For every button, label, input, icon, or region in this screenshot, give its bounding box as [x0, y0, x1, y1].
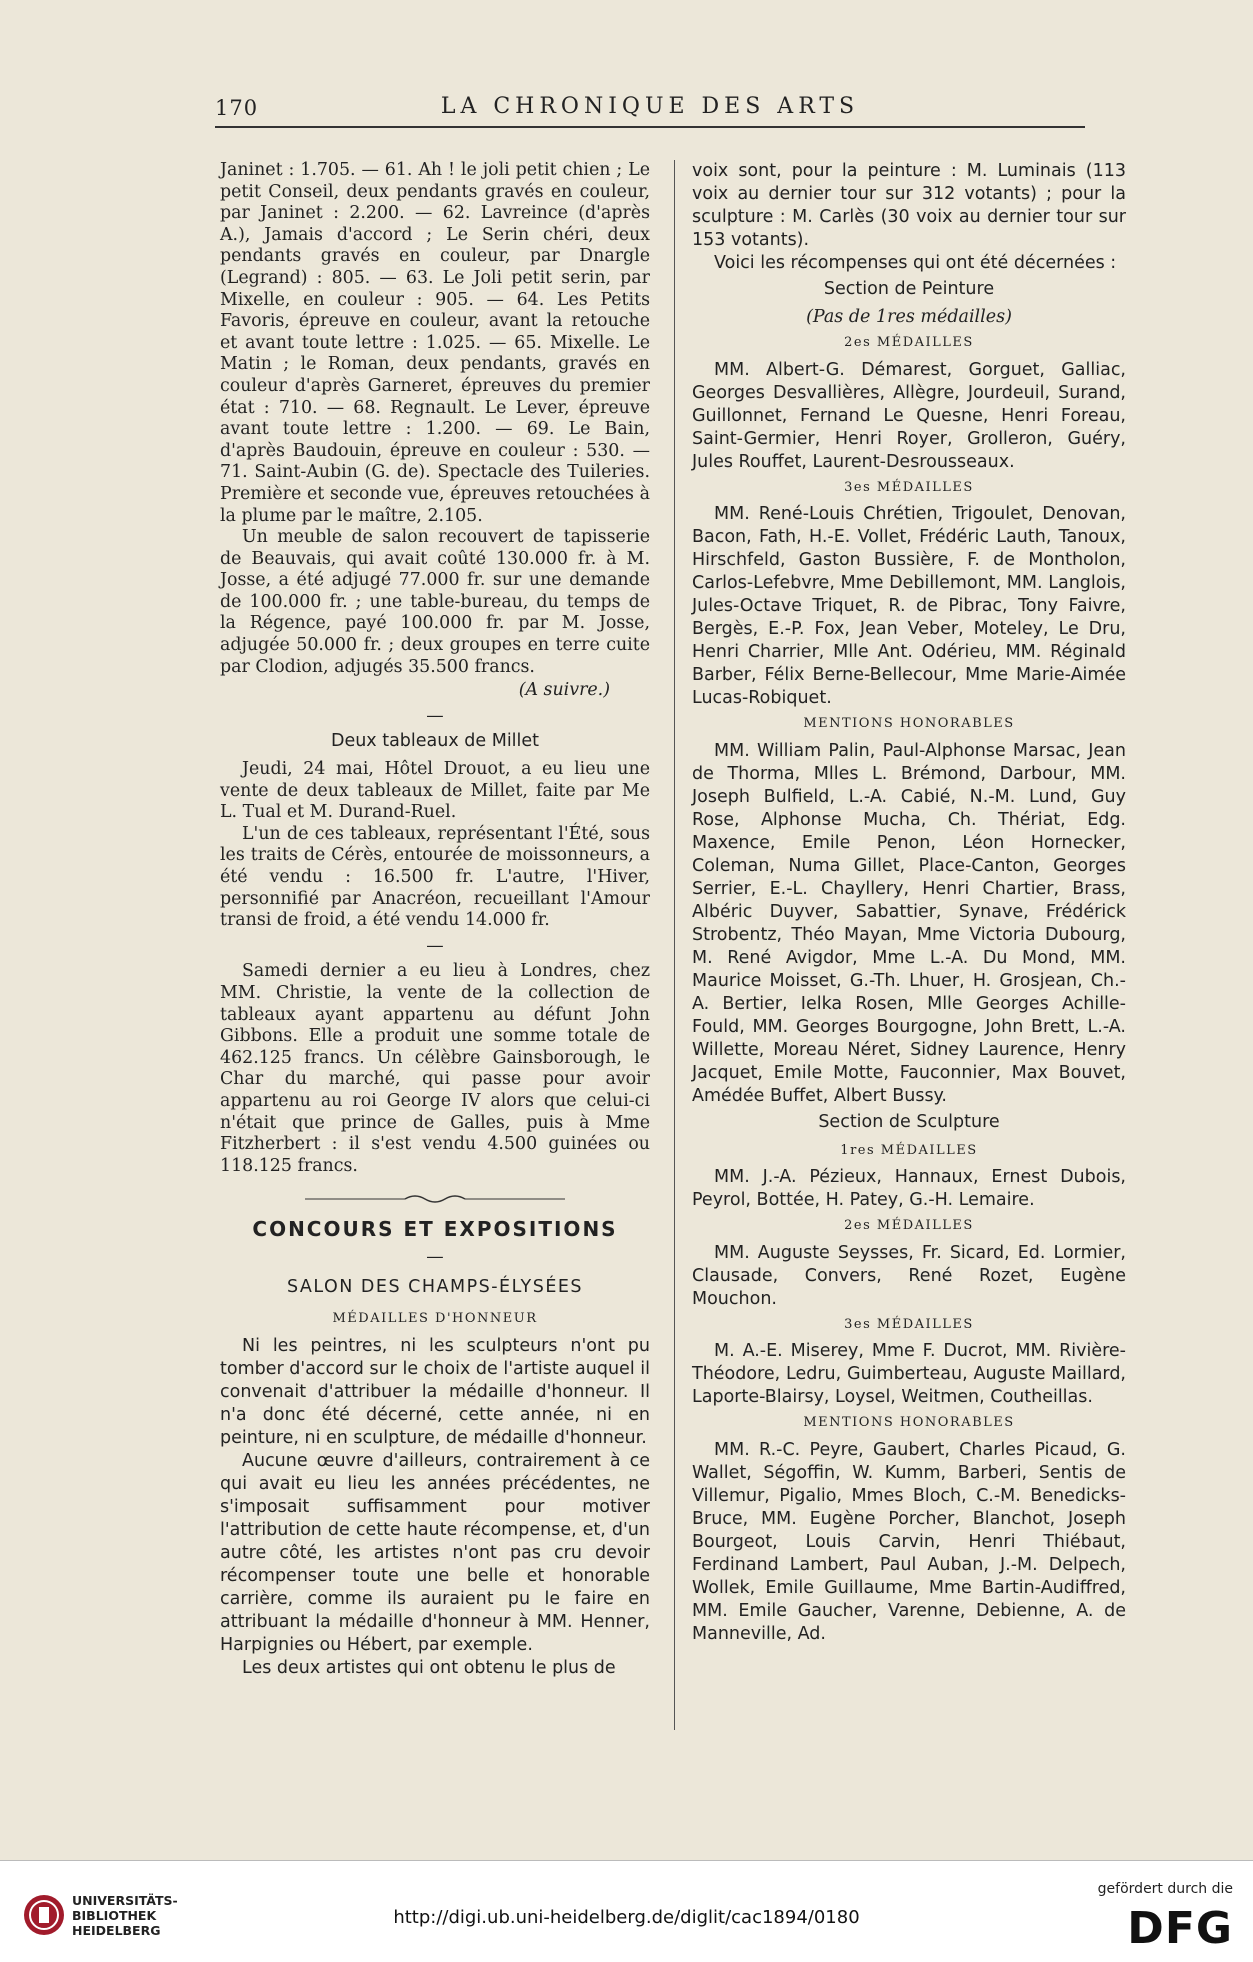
sculpture-mentions-list: MM. R.-C. Peyre, Gaubert, Charles Picaud, G. Wallet, Ségoffin, W. Kumm, Barberi, Sentis de Villemur, Pigalio, Mmes Bloch, C.-M. Benedicks-Bruce, MM. Eugène Porcher, Blanchot, Joseph Bourgeot, Louis Carvin, Henri Thiébaut, Ferdinand Lambert, Paul Auban, J.-M. Delpech, Wollek, Emile Guillaume, Mme Bartin-Audiffred, MM. Emile Gaucher, Varenne, Debienne, A. de Manneville, Ad.: [692, 1439, 1126, 1644]
funded-by-label: gefördert durch die: [1097, 1881, 1233, 1897]
separator-dash-3: —: [426, 1246, 444, 1267]
honneur-paragraph-2: Aucune œuvre d'ailleurs, contrairement à ce qui avait eu lieu les années précédentes, ne s'imposait suffisamment pour motiver l'attribution de cette haute récompense, et, d'un autre côté, les artistes n'ont pas cru devoir récompenser toute une belle et honorable carrière, comme ils auraient pu le faire en attribuant la médaille d'honneur à MM. Henner, Harpignies ou Hébert, par exemple.: [220, 1450, 650, 1655]
source-url-link[interactable]: http://digi.ub.uni-heidelberg.de/diglit/cac1894/0180: [393, 1907, 860, 1928]
peinture-3es-label: 3es MÉDAILLES: [844, 479, 974, 495]
millet-paragraph-2: L'un de ces tableaux, représentant l'Été, sous les traits de Cérès, entourée de moissonneurs, a été vendu : 16.500 fr. L'autre, l'Hiver, personnifié par Anacréon, recueillant l'Amour transi de froid, a été vendu 14.000 fr.: [220, 823, 650, 931]
section-sculpture-heading: Section de Sculpture: [818, 1111, 1000, 1132]
peinture-3es-list: MM. René-Louis Chrétien, Trigoulet, Denovan, Bacon, Fath, H.-E. Vollet, Frédéric Lauth, Tanoux, Hirschfeld, Gaston Bussière, F. de Montholon, Carlos-Lefebvre, Mme Debillemont, MM. Langlois, Jules-Octave Triquet, R. de Pibrac, Tony Faivre, Bergès, E.-P. Fox, Jean Veber, Moteley, Le Dru, Henri Charrier, Mlle Ant. Odérieu, MM. Réginald Barber, Félix Berne-Bellecour, Mme Marie-Aimée Lucas-Robiquet.: [692, 504, 1126, 709]
sculpture-2es-list: MM. Auguste Seysses, Fr. Sicard, Ed. Lormier, Clausade, Convers, René Rozet, Eugène Mouchon.: [692, 1242, 1126, 1309]
london-paragraph: Samedi dernier a eu lieu à Londres, chez MM. Christie, la vente de la collection de tableaux ayant appartenu au défunt John Gibbons. Elle a produit une somme totale de 462.125 francs. Un célèbre Gainsborough, le Char du marché, qui passe pour avoir appartenu au roi George IV alors que celui-ci n'était que prince de Galles, puis à Mme Fitzherbert : il s'est vendu 4.500 guinées ou 118.125 francs.: [220, 961, 650, 1176]
university-line-3: HEIDELBERG: [72, 1923, 161, 1938]
peinture-2es-list: MM. Albert-G. Démarest, Gorguet, Galliac, Georges Desvallières, Allègre, Jourdeuil, Surand, Guillonnet, Fernand Le Quesne, Henri Foreau, Saint-Germier, Henri Royer, Grolleron, Guéry, Jules Rouffet, Laurent-Desrousseaux.: [692, 359, 1126, 472]
honneur-paragraph-3: Les deux artistes qui ont obtenu le plus de: [242, 1657, 616, 1678]
column-rule: [674, 160, 675, 1730]
sculpture-2es-label: 2es MÉDAILLES: [844, 1218, 974, 1234]
millet-heading: Deux tableaux de Millet: [330, 731, 540, 752]
university-line-2: BIBLIOTHEK: [72, 1908, 157, 1923]
votes-paragraph: voix sont, pour la peinture : M. Luminais (113 voix au dernier tour sur 312 votants) ; pour la sculpture : M. Carlès (30 voix au dernier tour sur 153 votants).: [692, 161, 1126, 250]
right-column: [692, 160, 1126, 1646]
ornament-divider: [220, 1191, 650, 1205]
furniture-paragraph: Un meuble de salon recouvert de tapisserie de Beauvais, qui avait coûté 130.000 fr. à M. Josse, a été adjugé 77.000 fr. sur une demande de 100.000 fr. ; une table-bureau, du temps de la Régence, payé 100.000 fr. par M. Josse, adjugée 50.000 fr. ; deux groupes en terre cuite par Clodion, adjugés 35.500 francs.: [220, 527, 650, 677]
section-peinture-heading: Section de Peinture: [823, 279, 995, 299]
university-line-1: UNIVERSITÄTS-: [72, 1893, 178, 1908]
sculpture-3es-label: 3es MÉDAILLES: [844, 1316, 974, 1332]
pas-de-premieres: (Pas de 1res médailles): [806, 306, 1012, 327]
millet-paragraph-1: Jeudi, 24 mai, Hôtel Drouot, a eu lieu une vente de deux tableaux de Millet, faite par Me L. Tual et M. Durand-Ruel.: [220, 759, 650, 823]
honneur-paragraph-1: Ni les peintres, ni les sculpteurs n'ont pu tomber d'accord sur le choix de l'artiste auquel il convenait d'attribuer la médaille d'honneur. Il n'a donc été décerné, cette année, ni en peinture, ni en sculpture, de médaille d'honneur.: [220, 1335, 650, 1448]
peinture-mentions-label: MENTIONS HONORABLES: [803, 716, 1015, 732]
dfg-logo: DFG: [1127, 1903, 1233, 1954]
medailles-honneur-label: MÉDAILLES D'HONNEUR: [332, 1311, 538, 1327]
separator-dash: —: [426, 705, 444, 726]
auction-lots-paragraph: Janinet : 1.705. — 61. Ah ! le joli petit chien ; Le petit Conseil, deux pendants gravés en couleur, par Janinet : 2.200. — 62. Lavreince (d'après A.), Jamais d'accord ; Le Serin chéri, deux pendants gravés en couleur, par Dnargle (Legrand) : 805. — 63. Le Joli petit serin, par Mixelle, en couleur : 905. — 64. Les Petits Favoris, épreuve en couleur, avant la retouche et avant toute lettre : 1.025. — 65. Mixelle. Le Matin ; le Roman, deux pendants, gravés en couleur d'après Garneret, épreuves du premier état : 710. — 68. Regnault. Le Lever, épreuve avant toute lettre : 1.200. — 69. Le Bain, d'après Baudouin, épreuve en couleur : 530. — 71. Saint-Aubin (G. de). Spectacle des Tuileries. Première et seconde vue, épreuves retouchées à la plume par le maître, 2.105.: [220, 160, 650, 526]
sculpture-1res-list: MM. J.-A. Pézieux, Hannaux, Ernest Dubois, Peyrol, Bottée, H. Patey, G.-H. Lemaire.: [692, 1167, 1126, 1211]
salon-heading: SALON DES CHAMPS-ÉLYSÉES: [286, 1276, 584, 1297]
journal-title: LA CHRONIQUE DES ARTS: [440, 94, 860, 119]
concours-heading: CONCOURS ET EXPOSITIONS: [252, 1217, 618, 1242]
peinture-mentions-list: MM. William Palin, Paul-Alphonse Marsac, Jean de Thorma, Mlles L. Brémond, Darbour, MM. Joseph Bulfield, L.-A. Cabié, N.-M. Lund, Guy Rose, Alphonse Mucha, Ch. Thériat, Edg. Maxence, Emile Penon, Léon Hornecker, Coleman, Numa Gillet, Place-Canton, Georges Serrier, E.-L. Chayllery, Henri Chartier, Brass, Albéric Duyver, Sabattier, Synave, Frédérick Strobentz, Théo Mayan, Mme Victoria Dubourg, M. René Avigdor, Mme L.-A. Du Mond, MM. Maurice Moisset, G.-Th. Lhuer, H. Grosjean, Ch.-A. Bertier, Ielka Rosen, Mlle Georges Achille-Fould, MM. Georges Bourgogne, John Brett, L.-A. Willette, Moreau Néret, Sidney Laurence, Henry Jacquet, Emile Motte, Fauconnier, Max Bouvet, Amédée Buffet, Albert Bussy.: [692, 740, 1126, 1106]
recompenses-intro: Voici les récompenses qui ont été décernées :: [714, 253, 1117, 273]
a-suivre: (A suivre.): [518, 680, 610, 701]
sculpture-1res-label: 1res MÉDAILLES: [840, 1142, 978, 1158]
sculpture-3es-list: M. A.-E. Miserey, Mme F. Ducrot, MM. Rivière-Théodore, Ledru, Guimberteau, Auguste Maillard, Laporte-Blairsy, Loysel, Weitmen, Coutheillas.: [692, 1341, 1126, 1408]
left-column: [220, 160, 650, 1680]
separator-dash-2: —: [426, 935, 444, 956]
sculpture-mentions-label: MENTIONS HONORABLES: [803, 1415, 1015, 1431]
page-number: 170: [215, 96, 259, 120]
footer-bar: [0, 1860, 1253, 1962]
peinture-2es-label: 2es MÉDAILLES: [844, 335, 974, 351]
running-head: [215, 92, 1085, 128]
